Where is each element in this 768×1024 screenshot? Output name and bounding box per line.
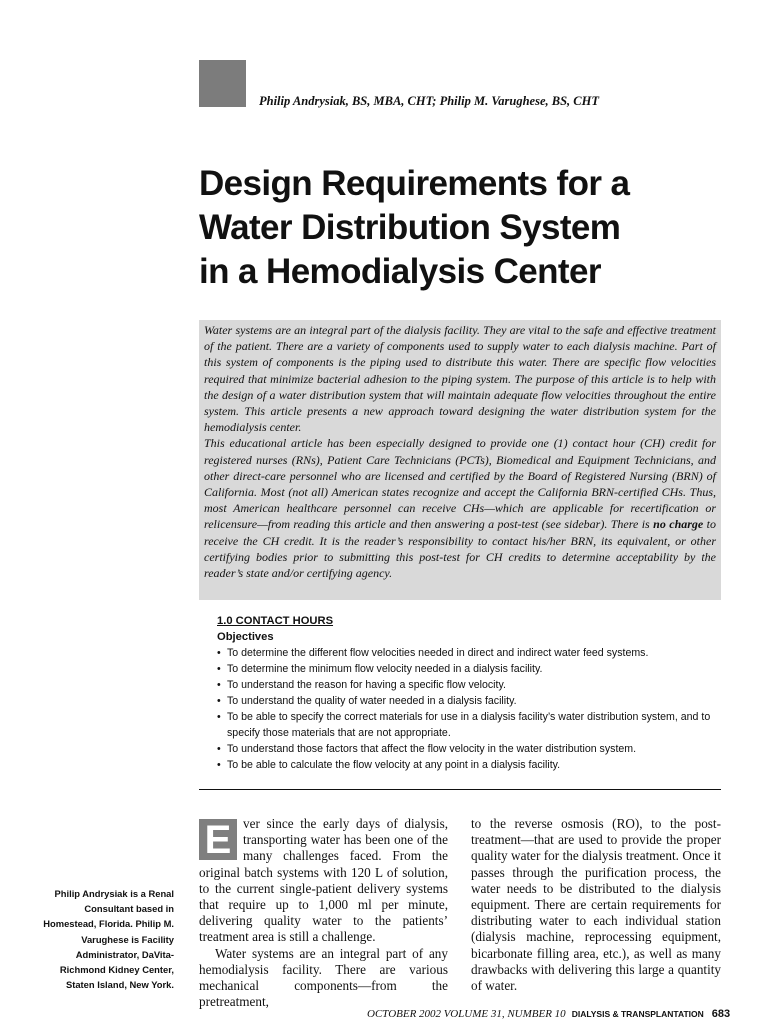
objective-item: • To determine the minimum flow velocity needed in a dialysis facility. (217, 661, 727, 677)
section-divider (199, 789, 721, 790)
contact-hours-heading: 1.0 CONTACT HOURS (217, 615, 334, 627)
title-line: Design Requirements for a (199, 164, 630, 203)
page-footer (367, 1008, 731, 1020)
abstract-paragraph (204, 435, 716, 581)
objective-item: • To understand the reason for having a specific flow velocity. (217, 677, 727, 693)
body-paragraph: Water systems are an integral part of any hemodialysis facility. There are various mechanical components—from the pretreatment, (199, 945, 448, 1010)
contact-hours-section (217, 613, 727, 773)
abstract-text: This educational article has been especially designed to provide one (1) contact hour (CH) credit for registered nurses (RNs), Patient Care Technicians (PCTs), Biomedical and Equipment Technicians, and other direct-care personnel who are licensed and certified by the Board of Registered Nursing (BRN) of California. Most (not all) American states recognize and accept the California BRN-certified CHs. Thus, most American healthcare personnel can receive CHs—which are applicable for recertification or relicensure—from reading this article and then answering a post-test (see sidebar). There is (204, 436, 716, 532)
journal-name: DIALYSIS & TRANSPLANTATION (571, 1009, 704, 1019)
abstract-paragraph: Water systems are an integral part of the dialysis facility. They are vital to the safe and effective treatment of the patient. There are a variety of components used to supply water to each dialysis machine. Part of this system of components is the piping used to distribute this water. There are specific flow velocities required that minimize bacterial adhesion to the piping system. The purpose of this article is to help with the design of a water distribution system that will maintain adequate flow velocities throughout the entire system. This article presents a new approach toward designing the water distribution system for the hemodialysis center. (204, 323, 716, 435)
decorative-gray-square (199, 60, 246, 107)
objective-item: • To determine the different flow velocities needed in direct and indirect water feed systems. (217, 645, 727, 661)
objectives-label: Objectives (217, 631, 274, 643)
body-paragraph: to the reverse osmosis (RO), to the post-treatment—that are used to provide the proper quality water for the dialysis treatment. Once it passes through the purification process, the water needs to be distributed to the dialysis equipment. There are certain requirements for distributing water to each individual station (dialysis machine, reprocessing equipment, bicarbonate filling area, etc.), as well as many drawbacks with delivering this large a quantity of water. (471, 816, 721, 994)
body-column-left (199, 816, 448, 1010)
issue-info: OCTOBER 2002 VOLUME 31, NUMBER 10 (367, 1008, 566, 1020)
objective-item: • To be able to calculate the flow velocity at any point in a dialysis facility. (217, 757, 727, 773)
objective-item: • To understand the quality of water needed in a dialysis facility. (217, 693, 727, 709)
body-column-right (471, 816, 721, 994)
drop-cap: E (199, 819, 237, 860)
page-number: 683 (711, 1008, 731, 1020)
abstract-text: to receive the CH credit. It is the reader’s responsibility to contact his/her BRN, its equivalent, or other certifying bodies prior to submitting this post-test for CH credits to determine acceptability by the reader’s state and/or certifying agency. (204, 517, 717, 581)
objectives-list (217, 645, 727, 773)
author-bio-sidebar: Philip Andrysiak is a Renal Consultant based in Homestead, Florida. Philip M. Varughese is Facility Administrator, DaVita-Richmond Kidney Center, Staten Island, New York. (43, 888, 174, 991)
body-paragraph: ver since the early days of dialysis, transporting water has been one of the many challenges faced. From the original batch systems with 120 L of solution, to the current single-patient delivery systems that require up to 1,000 ml per minute, delivering quality water to the patients’ treatment area is still a challenge. (199, 816, 448, 945)
article-title (199, 162, 629, 294)
abstract-box (199, 320, 721, 600)
title-line: Water Distribution System (199, 208, 621, 247)
objective-item: • To be able to specify the correct materials for use in a dialysis facility’s water distribution system, and to specify those materials that are not appropriate. (217, 709, 727, 741)
objective-item: • To understand those factors that affect the flow velocity in the water distribution system. (217, 741, 727, 757)
author-byline: Philip Andrysiak, BS, MBA, CHT; Philip M. Varughese, BS, CHT (259, 94, 600, 108)
abstract-emphasis: no charge (653, 517, 704, 532)
title-line: in a Hemodialysis Center (199, 252, 601, 291)
